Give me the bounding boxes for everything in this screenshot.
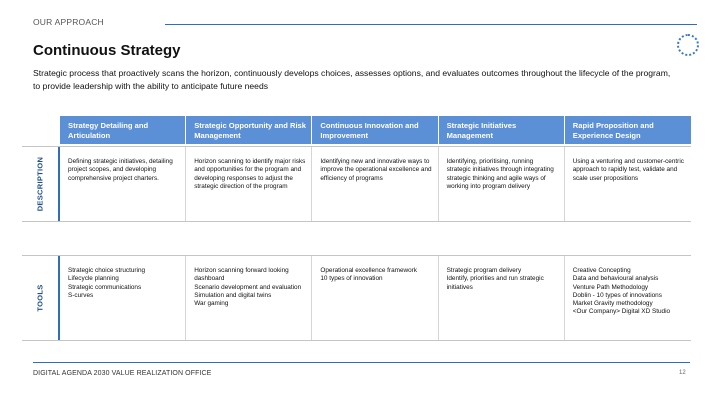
- description-cell: Identifying, prioritising, running strategic initiatives through integrating strategic thinking and agile ways of working into program delivery: [439, 147, 565, 221]
- column-header: Strategic Opportunity and Risk Management: [186, 116, 312, 144]
- tools-cell: [60, 256, 186, 340]
- tool-item: Data and behavioural analysis: [572, 275, 659, 283]
- tool-item: Operational excellence framework: [320, 267, 417, 274]
- tool-item: Lifecycle planning: [68, 275, 119, 283]
- tools-row-label: TOOLS: [22, 256, 60, 340]
- column-header: Continuous Innovation and Improvement: [312, 116, 438, 144]
- tool-item: 10 types of innovation: [320, 275, 383, 283]
- tool-item: S-curves: [68, 291, 94, 299]
- tool-item: <Our Company> Digital XD Studio: [572, 308, 671, 316]
- column-header-row: [60, 116, 691, 144]
- tool-item: Creative Concepting: [572, 267, 631, 274]
- tools-cell: [312, 256, 438, 340]
- dotted-circle-icon: [677, 34, 699, 56]
- section-label: OUR APPROACH: [33, 17, 104, 27]
- description-cell: Using a venturing and customer-centric approach to rapidly test, validate and scale user propositions: [572, 158, 684, 182]
- tool-item: Doblin - 10 types of innovations: [572, 291, 662, 299]
- tool-item: Identify, priorities and run strategic initiatives: [446, 275, 544, 291]
- description-cell: Horizon scanning to identify major risks and opportunities for the program and developing responses to adjust the strategic direction of the program: [186, 147, 312, 221]
- description-row-label: DESCRIPTION: [22, 147, 60, 221]
- tool-item: Strategic communications: [68, 283, 142, 291]
- tool-item: War gaming: [194, 300, 229, 308]
- description-cell: Identifying new and innovative ways to improve the operational excellence and efficiency of programs: [312, 147, 438, 221]
- tool-item: Strategic program delivery: [446, 267, 522, 274]
- tool-item: Venture Path Methodology: [572, 283, 649, 291]
- column-header: Strategic Initiatives Management: [439, 116, 565, 144]
- top-rule: [165, 24, 697, 25]
- column-header: Strategy Detailing and Articulation: [60, 116, 186, 144]
- footer-text: DIGITAL AGENDA 2030 VALUE REALIZATION OFFICE: [33, 370, 212, 377]
- description-cell: Defining strategic initiatives, detailing project scopes, and developing comprehensive project charters.: [60, 147, 186, 221]
- page-title: Continuous Strategy: [33, 42, 181, 59]
- tools-cell: [186, 256, 312, 340]
- tools-row: [22, 255, 691, 341]
- tool-item: Strategic choice structuring: [68, 267, 146, 274]
- footer-rule: [33, 362, 690, 363]
- tool-item: Simulation and digital twins: [194, 291, 272, 299]
- tools-cell: [439, 256, 565, 340]
- column-header: Rapid Proposition and Experience Design: [572, 121, 654, 140]
- tool-item: Horizon scanning forward looking dashboard: [194, 267, 289, 283]
- tool-item: Market Gravity methodology: [572, 300, 653, 308]
- description-row: [22, 146, 691, 222]
- tool-item: Scenario development and evaluation: [194, 283, 302, 291]
- page-number: 12: [679, 370, 686, 376]
- page-subtitle: Strategic process that proactively scans the horizon, continuously develops choices, assesses options, and evaluates outcomes throughout the lifecycle of the program, to provide leadership with the ability to anticipate future needs: [33, 68, 671, 91]
- tools-cell: [565, 256, 691, 340]
